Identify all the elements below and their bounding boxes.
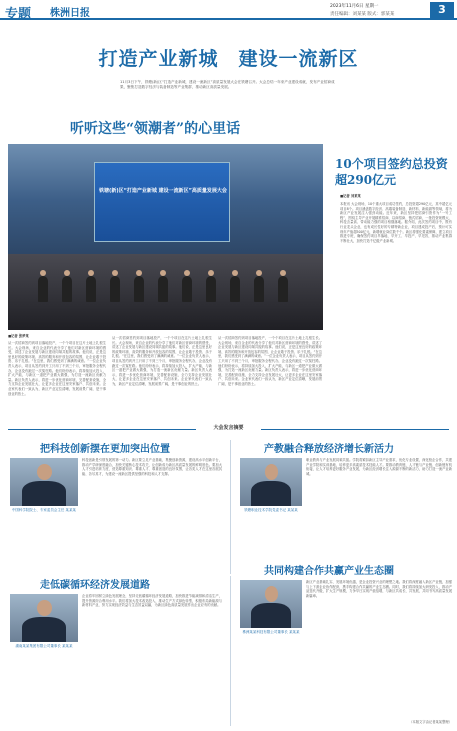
stage-screen (94, 162, 230, 242)
attendees (28, 262, 308, 302)
speech3-body: 企业将牢固树立绿色发展理念，坚持走低碳循环经济发展道路，加快推进节能减排和清洁生产，提升资源综合利用水平。我们将加大技术改造投入，推动生产方式绿色转型，积极布局新能源与新材料产业，努力实现经济效益与生态效益双赢，为新区绿色高质量发展作出企业应有的贡献。 (82, 594, 222, 608)
editor-line: 责任编辑：刘某某 版式：郭某某 (330, 12, 395, 17)
page-number: 3 (430, 2, 454, 18)
section2-body: 本报讯 大会现场，10个重大项目成功签约，总投资超290亿元，其中超亿元项目8个。项目涵盖数字经济、高端装备制造、新材料、新能源等领域，将为新区产业发展注入强劲动能。近年来，新区坚持把招商引资作为“一号工程”，围绕主导产业开展精准招商、以商招商、链式招商，一批投资规模大、科技含量高、带动能力强的项目相继落地。据介绍，此次签约项目中，既有行业龙头企业，也有成长性好的专精特新企业，项目建成投产后，预计可实现年产值超500亿元，新增就业岗位数千个。新区将强化要素保障，建立项目推进专班，确保签约项目早落地、早开工、早投产、早见效，推动产业集群不断壮大，加快打造千亿级产业新城。 (340, 202, 452, 243)
speech4-body: 新区产业基础扎实、发展环境优越，是企业投资兴业的理想之地。我们将深度融入新区产业链，加强与上下游企业协作配套，携手构建合作共赢的产业生态圈。同时，我们将持续加大研发投入，推动产品迭代升级，扩大生产规模，力争早日实现产值倍增，与新区共成长、共发展，共同书写高质量发展新篇章。 (306, 580, 452, 598)
section-name: 专题 (5, 7, 32, 22)
column-divider (230, 576, 231, 726)
speech1-caption: 中国科学院院士、专家委员会主任 某某某 (11, 508, 77, 512)
issue-date: 2023年11月6日 星期一 (330, 4, 379, 9)
speech4-portrait (240, 580, 302, 628)
speech3-portrait (10, 594, 78, 642)
speech2-body: 职业教育与产业发展同频共振。学院将紧扣新区主导产业需求，优化专业设置，深化校企合作，共建产业学院和实训基地，培养更多高素质技术技能人才。要推动教育链、人才链与产业链、创新链有机衔接，让人才培养更好服务产业发展，为新区经济增长注入源源不断的新活力，助力打造一流产业新城。 (306, 458, 452, 476)
column-divider (230, 440, 231, 574)
section2-title: 10个项目签约总投资超290亿元 (335, 157, 448, 187)
speech1-portrait (10, 458, 78, 506)
section1-body-col3: 从一次招商签约到项目落地投产，一个个项目在这片土地上扎根生长。大会现场，来自企业的代表分享了他们对新区营商环境的感受，讲述了企业发展与新区建设同频共振的故事。他们说，正是这里良好的政策环境、高效的服务和开放包容的氛围，让企业敢于投资、乐于扎根。“在这里，我们感受到了满满的诚意。”一位企业负责人表示，项目从签约到开工只用了不到三个月，审批服务全程代办，企业没有跑过一次冤枉路。他们纷纷表示，将持续加大投入，扩大产能，与新区一道把产业做大做强，为打造一流新区贡献力量。新区负责人表示，将进一步优化营商环境，完善配套设施，全力支持企业发展壮大，让更多企业在这里安家落户、共创未来。企业家代表们一致认为，新区产业定位清晰，发展前景广阔，是干事创业的热土。 (218, 336, 322, 386)
speech2-title: 产教融合释放经济增长新活力 (264, 444, 394, 455)
band-label: 大会发言摘要 (213, 425, 244, 431)
section2-byline: ■记者 刘某某 (340, 194, 361, 198)
speech4-title: 共同构建合作共赢产业生态圈 (264, 566, 394, 577)
conference-photo (8, 144, 323, 330)
paper-name: 株洲日报 (50, 8, 90, 19)
page-headline: 打造产业新城 建设一流新区 (98, 48, 359, 70)
speech4-footnote: （本版文字由记者某某整理） (409, 720, 452, 724)
section1-title: 听听这些“领潮者”的心里话 (70, 121, 241, 137)
speech4-caption: 株洲某某科技有限公司董事长 某某某 (242, 630, 300, 634)
speech1-title: 把科技创新摆在更加突出位置 (40, 444, 170, 455)
speech1-body: 科技创新是引领发展的第一动力。新区要立足产业基础，集聚创新资源，建设高水平创新平台，推动产学研深度融合，加快关键核心技术攻关，让创新成为新区高质量发展的鲜明底色。要加大人才引进培育力度，营造尊重知识、尊重人才、尊重创造的良好氛围，让各类人才在这里各展其能、各尽其才，为建设一流新区提供坚强的科技和人才支撑。 (82, 458, 222, 476)
section1-body-col1: 从一次招商签约到项目落地投产，一个个项目在这片土地上扎根生长。大会现场，来自企业的代表分享了他们对新区营商环境的感受，讲述了企业发展与新区建设同频共振的故事。他们说，正是这里良好的政策环境、高效的服务和开放包容的氛围，让企业敢于投资、乐于扎根。“在这里，我们感受到了满满的诚意。”一位企业负责人表示，项目从签约到开工只用了不到三个月，审批服务全程代办，企业没有跑过一次冤枉路。他们纷纷表示，将持续加大投入，扩大产能，与新区一道把产业做大做强，为打造一流新区贡献力量。新区负责人表示，将进一步优化营商环境，完善配套设施，全力支持企业发展壮大，让更多企业在这里安家落户、共创未来。企业家代表们一致认为，新区产业定位清晰，发展前景广阔，是干事创业的热土。 (8, 341, 106, 396)
speech-section-band (0, 424, 457, 434)
speech3-title: 走低碳循环经济发展道路 (40, 580, 150, 591)
speech2-caption: 铁塘职业技术学院党委书记 某某某 (244, 508, 298, 512)
speech2-portrait (240, 458, 302, 506)
section1-body-col2: 从一次招商签约到项目落地投产，一个个项目在这片土地上扎根生长。大会现场，来自企业的代表分享了他们对新区营商环境的感受，讲述了企业发展与新区建设同频共振的故事。他们说，正是这里良好的政策环境、高效的服务和开放包容的氛围，让企业敢于投资、乐于扎根。“在这里，我们感受到了满满的诚意。”一位企业负责人表示，项目从签约到开工只用了不到三个月，审批服务全程代办，企业没有跑过一次冤枉路。他们纷纷表示，将持续加大投入，扩大产能，与新区一道把产业做大做强，为打造一流新区贡献力量。新区负责人表示，将进一步优化营商环境，完善配套设施，全力支持企业发展壮大，让更多企业在这里安家落户、共创未来。企业家代表们一致认为，新区产业定位清晰，发展前景广阔，是干事创业的热土。 (112, 336, 212, 386)
stage-screen-text: 铁塘(新)区“打造产业新城 建设一流新区”高质量发展大会 (99, 188, 227, 194)
speech3-caption: 湖南某某集团有限公司董事长 某某某 (15, 644, 73, 648)
section1-byline: ■记者 张梦某 (8, 334, 29, 338)
lead-paragraph: 11月3日下午，铁塘(新)区“打造产业新城，建设一流新区”高质量发展大会在铁塘召开。大会总结一年来产业建设成就，发布产业招商成果，聚焦打造数字经济与装备制造等产业集群，推动新区高质量发展。 (120, 80, 335, 89)
